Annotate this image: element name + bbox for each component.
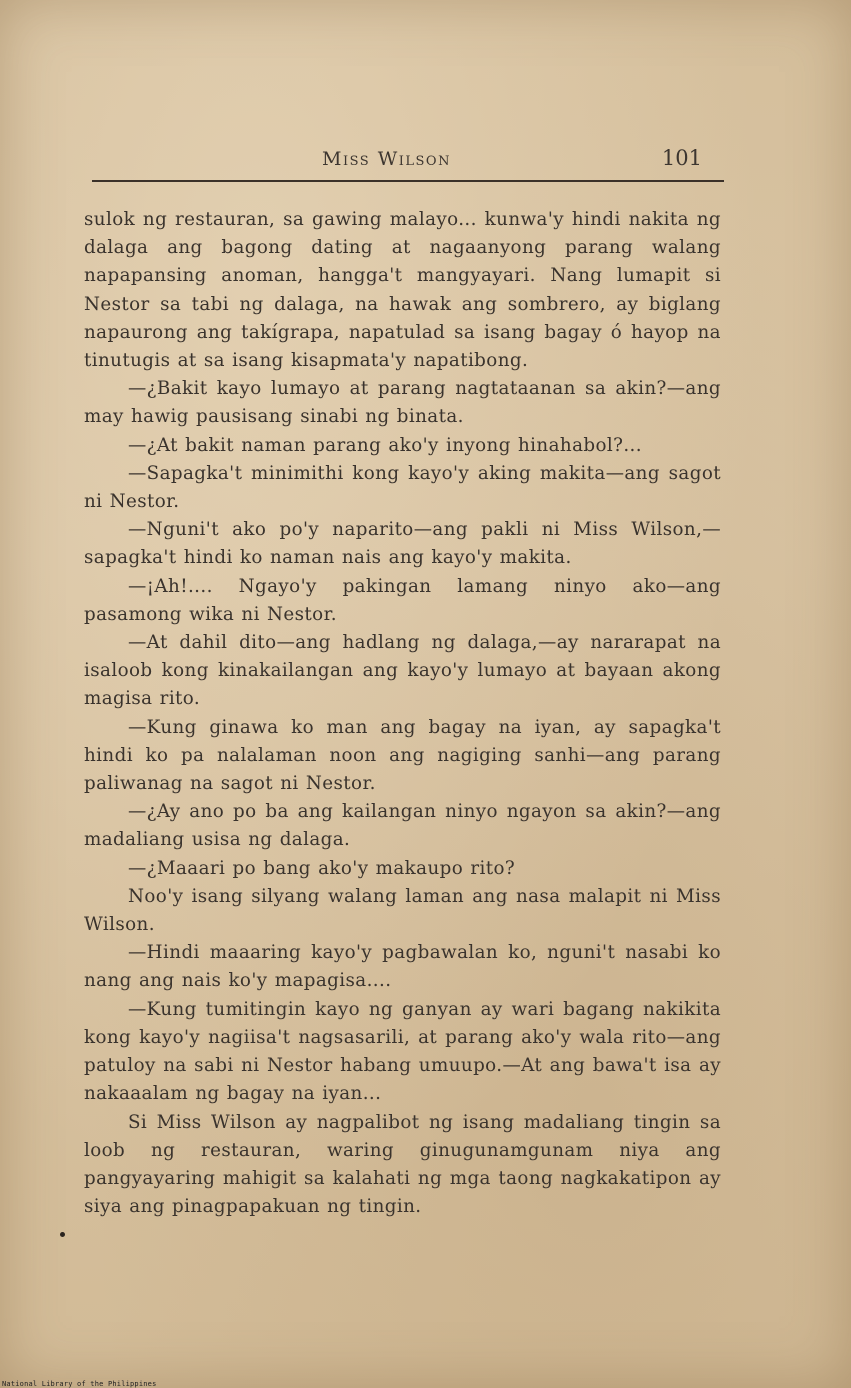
paragraph: —Kung tumitingin kayo ng ganyan ay wari bagang nakikita kong kayo'y nagiisa't nagsasarili, at parang ako'y wala rito—ang patuloy na sabi ni Nestor habang umuupo.—At ang bawa't isa ay nakaaalam ng bagay na iyan... bbox=[84, 998, 721, 1105]
paragraph: —¿Maaari po bang ako'y makaupo rito? bbox=[128, 857, 516, 879]
paragraph: sulok ng restauran, sa gawing malayo... kunwa'y hindi nakita ng dalaga ang bagong dating at nagaanyong parang walang napapansing anoman, hangga't mangyayari. Nang lumapit si Nestor sa tabi ng dalaga, na hawak ang sombrero, ay biglang napaurong ang takígrapa, napatulad sa isang bagay ó hayop na tinutugis at sa isang kisapmata'y napatibong. bbox=[84, 209, 721, 372]
paragraph: —¡Ah!.... Ngayo'y pakingan lamang ninyo ako—ang pasamong wika ni Nestor. bbox=[84, 575, 721, 625]
paragraph: Noo'y isang silyang walang laman ang nasa malapit ni Miss Wilson. bbox=[84, 885, 721, 936]
paragraph: —¿Ay ano po ba ang kailangan ninyo ngayon sa akin?—ang madaliang usisa ng dalaga. bbox=[84, 801, 721, 851]
ink-dot bbox=[60, 1232, 65, 1237]
paragraph: —Nguni't ako po'y naparito—ang pakli ni Miss Wilson,—sapagka't hindi ko naman nais ang kayo'y makita. bbox=[84, 519, 721, 569]
paragraph: —Hindi maaaring kayo'y pagbawalan ko, nguni't nasabi ko nang ang nais ko'y mapagisa.... bbox=[84, 942, 721, 992]
paragraph: —At dahil dito—ang hadlang ng dalaga,—ay nararapat na isaloob kong kinakailangan ang kayo'y lumayo at bayaan akong magisa rito. bbox=[84, 632, 721, 710]
running-title: Miss Wilson bbox=[322, 148, 451, 170]
body-text bbox=[84, 206, 721, 1221]
page-number: 101 bbox=[661, 146, 702, 170]
paragraph: Si Miss Wilson ay nagpalibot ng isang madaliang tingin sa loob ng restauran, waring ginugunamgunam niya ang pangyayaring mahigit sa kalahati ng mga taong nagkakatipon ay siya ang pinagpapakuan ng tingin. bbox=[84, 1111, 721, 1218]
footer-credit: National Library of the Philippines bbox=[2, 1380, 157, 1388]
paragraph: —¿At bakit naman parang ako'y inyong hinahabol?... bbox=[128, 434, 642, 456]
paragraph: —¿Bakit kayo lumayo at parang nagtataanan sa akin?—ang may hawig pausisang sinabi ng binata. bbox=[84, 378, 721, 428]
page-header bbox=[92, 140, 724, 182]
paragraph: —Sapagka't minimithi kong kayo'y aking makita—ang sagot ni Nestor. bbox=[84, 462, 721, 513]
paragraph: —Kung ginawa ko man ang bagay na iyan, ay sapagka't hindi ko pa nalalaman noon ang nagiging sanhi—ang parang paliwanag na sagot ni Nestor. bbox=[84, 716, 721, 795]
